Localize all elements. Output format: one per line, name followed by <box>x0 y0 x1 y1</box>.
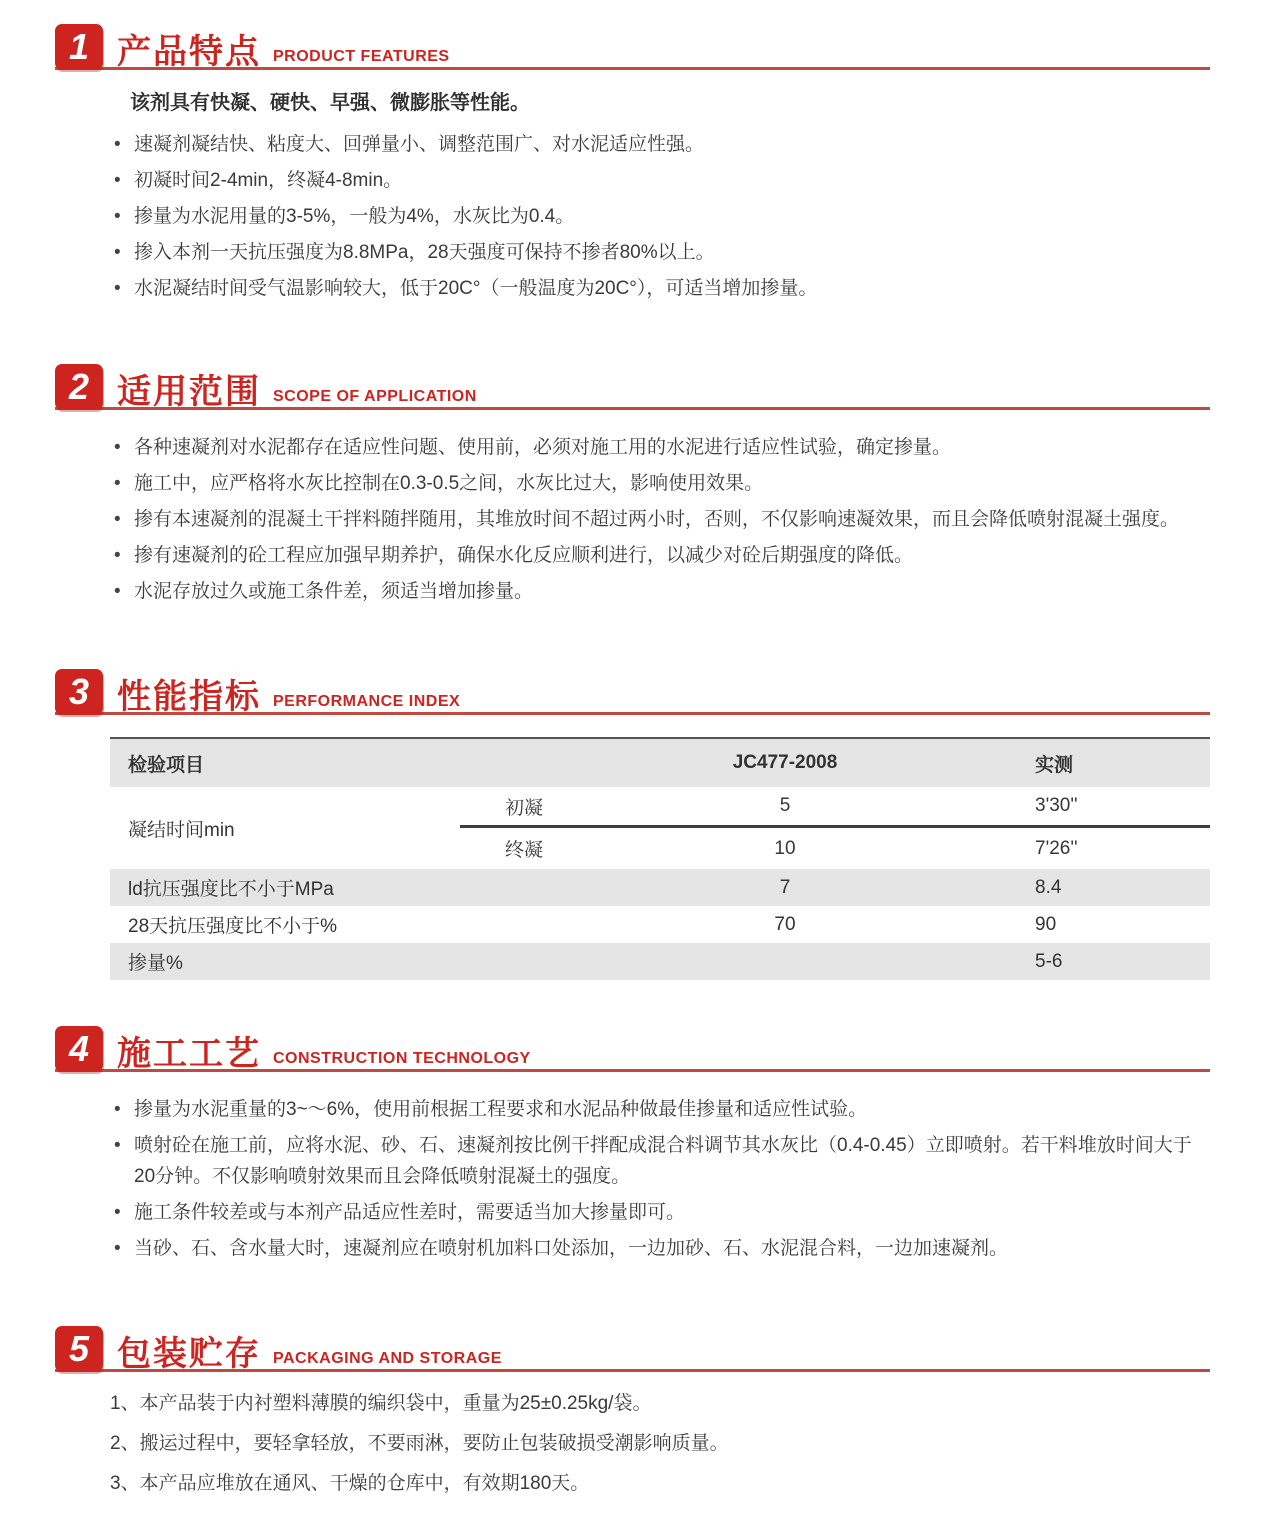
list-item: 1、本产品装于内衬塑料薄膜的编织袋中，重量为25±0.25kg/袋。 <box>110 1393 652 1414</box>
cell-standard: 70 <box>774 913 796 935</box>
section-title-1: 产品特点 <box>117 33 261 71</box>
section-number-badge-2: 2 <box>55 364 103 410</box>
list-item: 3、本产品应堆放在通风、干燥的仓库中，有效期180天。 <box>110 1473 590 1494</box>
list-item: 2、搬运过程中，要轻拿轻放，不要雨淋，要防止包装破损受潮影响质量。 <box>110 1433 729 1454</box>
list-item: • 喷射砼在施工前，应将水泥、砂、石、速凝剂按比例干拌配成混合料调节其水灰比（0.4-0.45）立即喷射。若干料堆放时间大于20分钟。不仅影响喷射效果而且会降低喷射混凝土的强度。 <box>112 1130 1210 1192</box>
cell-measured: 8.4 <box>1035 876 1062 898</box>
list-item: • 施工条件较差或与本剂产品适应性差时，需要适当加大掺量即可。 <box>112 1197 1210 1228</box>
setting-time-subrows <box>460 787 1210 869</box>
section-title-2: 适用范围 <box>117 373 261 411</box>
section-subtitle-en-1: PRODUCT FEATURES <box>273 48 450 65</box>
cell-standard: 10 <box>774 837 796 859</box>
section-number-badge-1: 1 <box>55 24 103 70</box>
section-header-2 <box>55 360 1210 410</box>
section-packaging-storage <box>0 1322 1280 1498</box>
construction-list <box>112 1094 1210 1264</box>
cell-standard: 7 <box>779 876 791 898</box>
table-row <box>110 906 1210 943</box>
table-setting-time-block <box>110 787 1210 869</box>
list-item: • 当砂、石、含水量大时，速凝剂应在喷射机加料口处添加，一边加砂、石、水泥混合料，一边加速凝剂。 <box>112 1233 1210 1264</box>
feature-list <box>112 129 1210 304</box>
section-number-badge-4: 4 <box>55 1026 103 1072</box>
list-item: • 掺量为水泥重量的3~～6%，使用前根据工程要求和水泥品种做最佳掺量和适应性试验。 <box>112 1094 1210 1125</box>
table-row <box>110 943 1210 980</box>
scope-list <box>112 432 1210 607</box>
cell-measured: 7'26'' <box>1035 837 1078 859</box>
section-subtitle-en-2: SCOPE OF APPLICATION <box>273 388 477 405</box>
cell-measured: 90 <box>1035 913 1057 935</box>
table-header-standard: JC477-2008 <box>732 752 838 773</box>
list-item: • 水泥凝结时间受气温影响较大，低于20C°（一般温度为20C°），可适当增加掺量。 <box>112 273 1210 304</box>
list-item: • 速凝剂凝结快、粘度大、回弹量小、调整范围广、对水泥适应性强。 <box>112 129 1210 160</box>
section-number-badge-5: 5 <box>55 1326 103 1372</box>
cell-item: ld抗压强度比不小于MPa <box>128 879 334 900</box>
section-subtitle-en-4: CONSTRUCTION TECHNOLOGY <box>273 1050 531 1067</box>
list-item: • 初凝时间2-4min，终凝4-8min。 <box>112 165 1210 196</box>
cell-measured: 3'30'' <box>1035 795 1078 816</box>
table-row <box>460 787 1210 828</box>
cell-item: 28天抗压强度比不小于% <box>128 916 338 937</box>
section-header-4 <box>55 1022 1210 1072</box>
section-title-3: 性能指标 <box>117 678 261 716</box>
table-header-measured: 实测 <box>1035 754 1074 776</box>
section-title-5: 包装贮存 <box>117 1335 261 1373</box>
setting-time-label: 凝结时间min <box>128 819 235 841</box>
list-item: • 掺有速凝剂的砼工程应加强早期养护，确保水化反应顺利进行，以减少对砼后期强度的降低。 <box>112 540 1210 571</box>
list-item: • 各种速凝剂对水泥都存在适应性问题、使用前，必须对施工用的水泥进行适应性试验，确定掺量。 <box>112 432 1210 463</box>
section-scope-of-application <box>0 360 1280 607</box>
packaging-list <box>110 1390 1210 1498</box>
table-row <box>110 869 1210 906</box>
product-intro-line: 该剂具有快凝、硬快、早强、微膨胀等性能。 <box>130 92 530 114</box>
section-header-3 <box>55 665 1210 715</box>
cell-item: 掺量% <box>128 953 183 974</box>
section-header-5 <box>55 1322 1210 1372</box>
section-subtitle-en-3: PERFORMANCE INDEX <box>273 693 461 710</box>
list-item: • 掺入本剂一天抗压强度为8.8MPa，28天强度可保持不掺者80%以上。 <box>112 237 1210 268</box>
performance-table-header <box>110 737 1210 787</box>
cell-sub: 初凝 <box>505 797 544 819</box>
section-subtitle-en-5: PACKAGING AND STORAGE <box>273 1350 502 1367</box>
list-item: • 掺量为水泥用量的3-5%，一般为4%，水灰比为0.4。 <box>112 201 1210 232</box>
cell-sub: 终凝 <box>505 840 544 861</box>
section-construction-technology <box>0 1022 1280 1264</box>
section-title-4: 施工工艺 <box>117 1035 261 1073</box>
cell-measured: 5-6 <box>1035 950 1063 972</box>
section-product-features <box>0 20 1280 304</box>
list-item: • 施工中，应严格将水灰比控制在0.3-0.5之间，水灰比过大，影响使用效果。 <box>112 468 1210 499</box>
cell-standard: 5 <box>779 795 791 816</box>
table-header-item: 检验项目 <box>128 754 205 776</box>
list-item: • 掺有本速凝剂的混凝土干拌料随拌随用，其堆放时间不超过两小时，否则，不仅影响速凝效果，而且会降低喷射混凝土强度。 <box>112 504 1210 535</box>
section-performance-index <box>0 665 1280 980</box>
table-row <box>460 828 1210 869</box>
list-item: • 水泥存放过久或施工条件差，须适当增加掺量。 <box>112 576 1210 607</box>
section-header-1 <box>55 20 1210 70</box>
section-number-badge-3: 3 <box>55 669 103 715</box>
performance-table <box>110 737 1210 980</box>
